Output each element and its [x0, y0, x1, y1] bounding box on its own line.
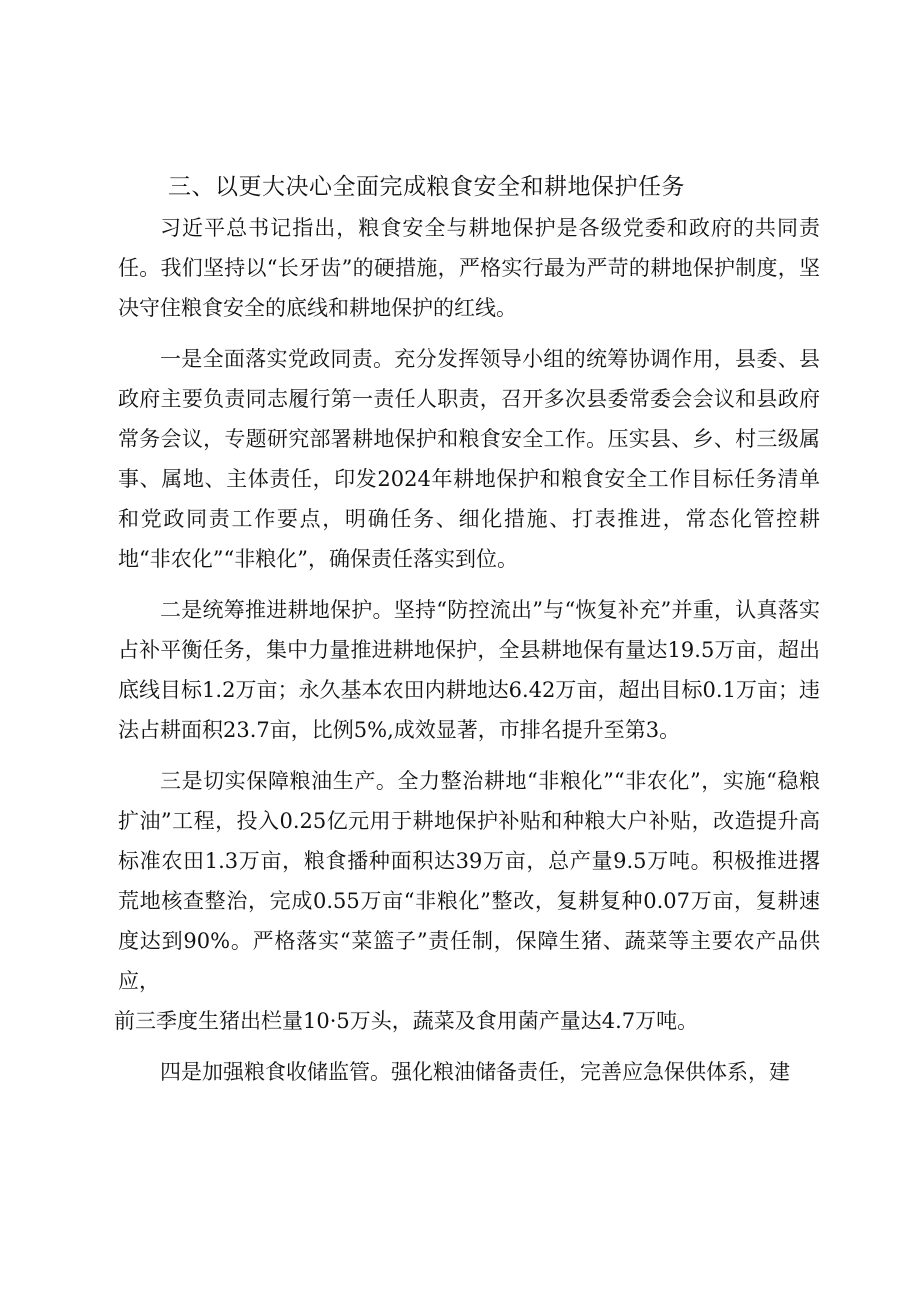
paragraph-pig-vegetable-output: 前三季度生猪出栏量10·5万头，蔬菜及食用菌产量达4.7万吨。: [114, 1009, 699, 1033]
paragraph-grain-storage: 四是加强粮食收储监管。强化粮油储备责任，完善应急保供体系，建: [160, 1060, 790, 1084]
section-heading: 三、以更大决心全面完成粮食安全和耕地保护任务: [168, 174, 685, 200]
paragraph-grain-oil-production: 三是切实保障粮油生产。全力整治耕地“非粮化”“非农化”，实施“稳粮扩油”工程，投入0.25亿元用于耕地保护补贴和种粮大户补贴，改造提升高标准农田1.3万亩，粮食播种面积达39万亩，总产量9.5万吨。积极推进撂荒地核查整治，完成0.55万亩“非粮化”整改，复耕复种0.07万亩，复耕速度达到90%。严格落实“菜篮子”责任制，保障生猪、蔬菜等主要农产品供应，: [118, 769, 820, 993]
paragraph-intro: 习近平总书记指出，粮食安全与耕地保护是各级党委和政府的共同责任。我们坚持以“长牙齿”的硬措施，严格实行最为严苛的耕地保护制度，坚决守住粮食安全的底线和耕地保护的红线。: [118, 216, 820, 320]
document-body: [114, 208, 820, 1092]
paragraph-party-government-responsibility: 一是全面落实党政同责。充分发挥领导小组的统筹协调作用，县委、县政府主要负责同志履行第一责任人职责，召开多次县委常委会会议和县政府常务会议，专题研究部署耕地保护和粮食安全工作。压实县、乡、村三级属事、属地、主体责任，印发2024年耕地保护和粮食安全工作目标任务清单和党政同责工作要点，明确任务、细化措施、打表推进，常态化管控耕地“非农化”“非粮化”，确保责任落实到位。: [118, 347, 820, 571]
paragraph-farmland-protection: 二是统筹推进耕地保护。坚持“防控流出”与“恢复补充”并重，认真落实占补平衡任务，集中力量推进耕地保护，全县耕地保有量达19.5万亩，超出底线目标1.2万亩；永久基本农田内耕地达6.42万亩，超出目标0.1万亩；违法占耕面积23.7亩，比例5%,成效显著，市排名提升至第3。: [118, 598, 820, 742]
